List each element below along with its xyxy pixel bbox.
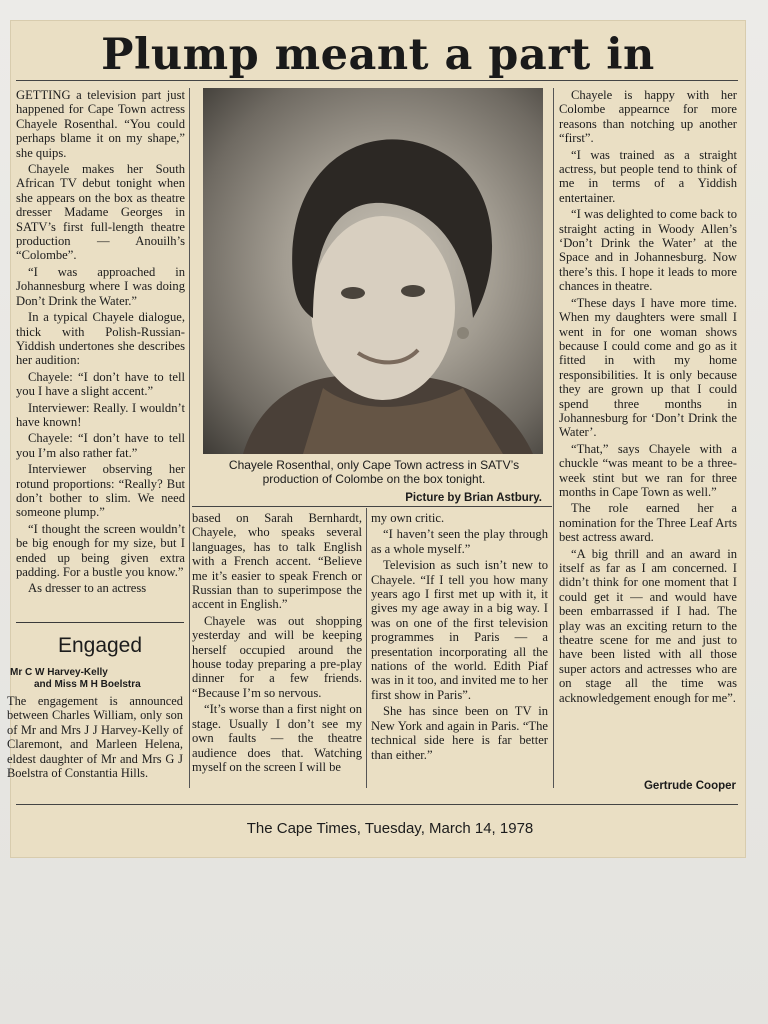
paragraph: “I thought the screen wouldn’t be big enough for my size, but I ended up being given extra padding. For a bustle you know.” [16, 521, 185, 579]
paragraph: Television as such isn’t new to Chayele. “If I tell you how many years ago I first met up with it, it gives my age away in a big way. I was on one of the first television programmes in Paris — a presentation incorporating all the nations of the world. Edith Piaf was in it too, and invited me to her first show in Paris”. [371, 558, 548, 702]
paragraph: “These days I have more time. When my daughters were small I went in for one woman shows because I could come and go as it fitted in with my home responsibilities. It is only because they are grown up that I could spend three months in Johannesburg for ‘Don’t Drink the Water’. [559, 295, 737, 440]
paragraph: She has since been on TV in New York and again in Paris. “The technical side here is far better than either.” [371, 704, 548, 762]
paragraph: “A big thrill and an award in itself as far as I am concerned. I didn’t think for one moment that I could get it — and would have been embarrassed if I had. The play was an exciting return to the theatre scene for me and just to have been listed with all those super actors and actresses who are on stage all the time was acknowledgement enough for me”. [559, 546, 737, 705]
byline: Gertrude Cooper [643, 780, 736, 792]
engaged-heading: Engaged [57, 634, 143, 657]
portrait-photo [203, 88, 543, 454]
paragraph: “That,” says Chayele with a chuckle “was meant to be a three-week stint but we ran for three months in Cape Town as well.” [559, 441, 737, 499]
paragraph: As dresser to an actress [28, 581, 147, 596]
column-rule [366, 508, 367, 788]
photo-caption [193, 458, 555, 486]
footer-rule [16, 804, 738, 805]
article-column-2 [192, 511, 362, 776]
paragraph: “I was delighted to come back to straight acting in Woody Allen’s ‘Don’t Drink the Water’ at the Space and in Johannesburg. Now there’s this. I hope it leads to more chances in theatre. [559, 207, 737, 294]
article-column-4 [559, 88, 737, 707]
paragraph: Chayele makes her South African TV debut tonight when she appears on the box as theatre dresser Madame Georges in SATV’s first full-length theatre production — Anouilh’s “Colombe”. [16, 162, 185, 263]
article-column-3 [371, 511, 548, 764]
engaged-divider [16, 622, 184, 623]
article-column-1 [16, 88, 185, 598]
paragraph: Interviewer: Really. I wouldn’t have known! [16, 400, 185, 429]
paragraph: Interviewer observing her rotund proportions: “Really? But don’t bother to slim. We need someone plump.” [16, 462, 185, 520]
photo-credit: Picture by Brian Astbury. [405, 492, 542, 504]
paragraph: Chayele: “I don’t have to tell you I have a slight accent.” [16, 369, 185, 399]
paragraph: Chayele: “I don’t have to tell you I’m also rather fat.” [16, 431, 185, 460]
portrait-illustration [203, 88, 543, 454]
paragraph: “I haven’t seen the play through as a whole myself.” [371, 527, 548, 556]
photo-rule [192, 506, 552, 507]
headline: Plump meant a part in [101, 30, 655, 80]
caption-line: production of Colombe on the box tonight. [262, 472, 486, 486]
paragraph: GETTING a television part just happened for Cape Town actress Chayele Rosenthal. “You could perhaps blame it on my shape,” she quips. [16, 88, 185, 160]
headline-rule [16, 80, 738, 81]
paragraph: Chayele is happy with her Colombe appearnce for more reasons than notching up another “first”. [559, 88, 737, 146]
paragraph: Chayele was out shopping yesterday and will be keeping herself occupied around the house today preparing a pre-play dinner for a few friends. “Because I’m so nervous. [192, 613, 362, 700]
paragraph: The role earned her a nomination for the Three Leaf Arts best actress award. [559, 501, 737, 545]
engaged-name-line: and Miss M H Boelstra [34, 679, 141, 690]
column-rule [553, 88, 554, 788]
paragraph: “It’s worse than a first night on stage. Usually I don’t see my own faults — the theatre audience does that. Watching myself on the screen I will be [192, 702, 362, 774]
paragraph: my own critic. [371, 511, 445, 525]
engaged-names [10, 667, 190, 691]
footer-dateline: The Cape Times, Tuesday, March 14, 1978 [246, 820, 534, 837]
paragraph: “I was trained as a straight actress, but people tend to think of me in terms of a Yiddish entertainer. [559, 147, 737, 205]
paragraph: “I was approached in Johannesburg where I was doing Don’t Drink the Water.” [16, 264, 185, 308]
paragraph: In a typical Chayele dialogue, thick with Polish-Russian-Yiddish undertones she describes her audition: [16, 310, 185, 368]
caption-line: Chayele Rosenthal, only Cape Town actress in SATV’s [228, 458, 520, 472]
engaged-name-line: Mr C W Harvey-Kelly [10, 667, 108, 678]
engaged-body: The engagement is announced between Charles William, only son of Mr and Mrs J J Harvey-Kelly of Claremont, and Marleen Helena, eldest daughter of Mr and Mrs G J Boelstra of Constantia Hills. [7, 694, 183, 781]
paragraph: based on Sarah Bernhardt, Chayele, who speaks several languages, has to talk English with a French accent. “Believe me it’s easier to speak French or Russian than to superimpose the accent in English.” [192, 511, 362, 612]
